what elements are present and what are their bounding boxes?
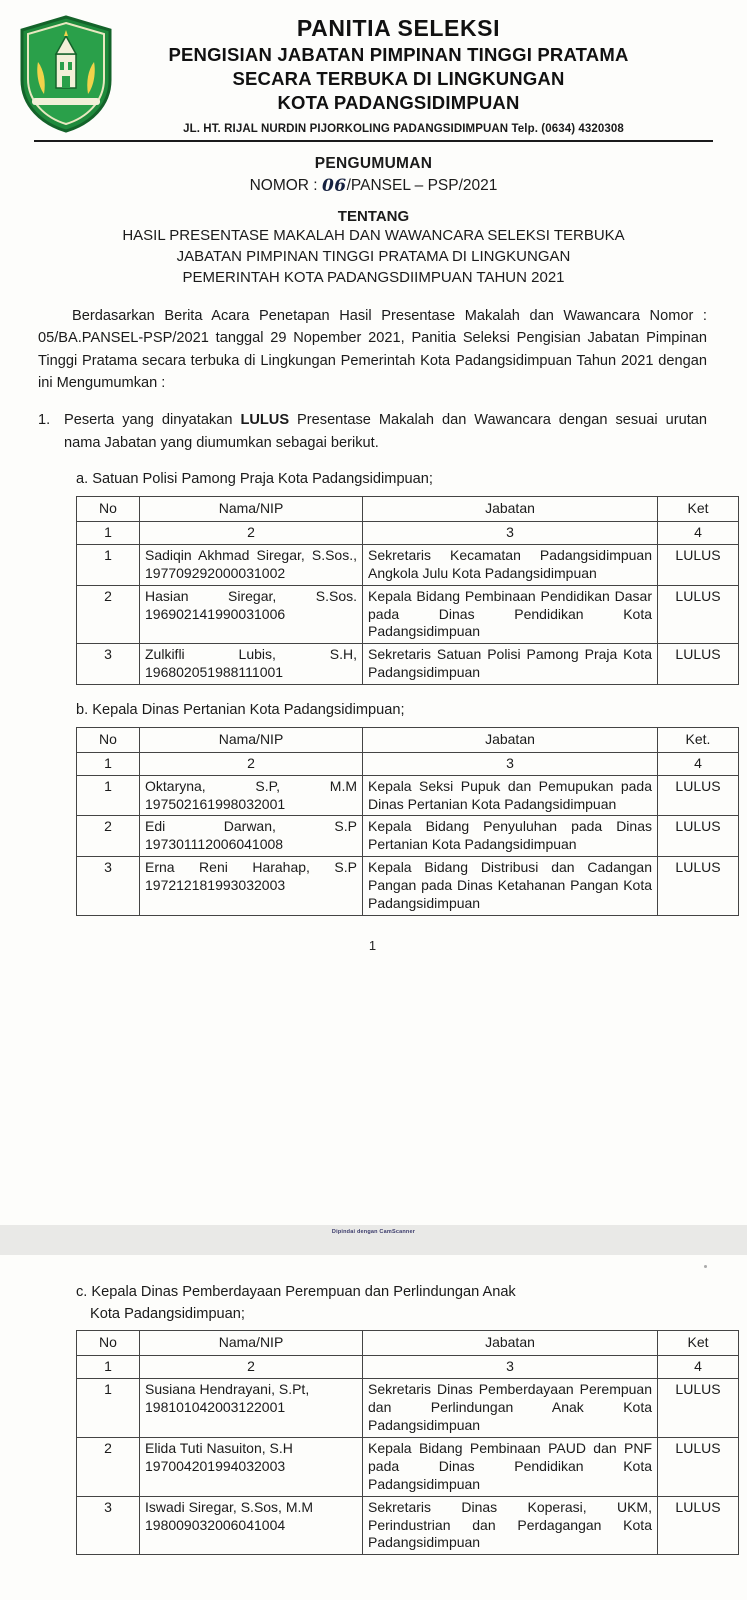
header-title-line4: KOTA PADANGSIDIMPUAN [277, 91, 520, 113]
cell-nama: Oktaryna, S.P, M.M [145, 777, 357, 794]
cell-no: 1 [77, 544, 140, 585]
cell-nama-nip [140, 544, 363, 585]
scan-artifact-dot-2 [704, 1265, 707, 1268]
pengumuman-label: PENGUMUMAN [314, 154, 433, 172]
subject-line-3: PEMERINTAH KOTA PADANGSDIIMPUAN TAHUN 2021 [182, 269, 565, 287]
col-nama: Nama/NIP [140, 1331, 363, 1356]
cell-ket: LULUS [658, 816, 739, 857]
list-item-1-part1: Peserta yang dinyatakan [64, 412, 241, 429]
table-header-row [77, 727, 739, 752]
cell-nama: Susiana Hendrayani, S.Pt, [145, 1381, 310, 1398]
scan-watermark: Dipindai dengan CamScanner [331, 1229, 416, 1235]
table-header-row [77, 1331, 739, 1356]
cell-no: 3 [77, 1496, 140, 1555]
cell-no: 3 [77, 857, 140, 916]
cell-nama-nip [140, 1379, 363, 1438]
header-address: JL. HT. RIJAL NURDIN PIJORKOLING PADANGSIDIMPUAN Telp. (0634) 4320308 [183, 122, 624, 135]
list-item-1-bold: LULUS [240, 412, 290, 429]
table-index-row [77, 521, 739, 544]
cell-nama-nip [140, 644, 363, 685]
list-item-1-part2: Presentase Makalah dan Wawancara dengan sesuai urutan nama Jabatan yang diumumkan sebagai berikut. [64, 412, 707, 451]
nomor-line [0, 175, 747, 195]
cell-nip: 197212181993032003 [145, 877, 286, 894]
cell-nama: Zulkifli Lubis, S.H, [145, 646, 357, 663]
table-index-row [77, 1356, 739, 1379]
idx-4: 4 [658, 752, 739, 775]
cell-no: 2 [77, 1437, 140, 1496]
table-row [77, 1496, 739, 1555]
table-row [77, 644, 739, 685]
cell-nip: 196802051988111001 [145, 664, 284, 681]
col-ket: Ket [658, 496, 739, 521]
nomor-prefix: NOMOR : [249, 176, 322, 194]
cell-ket: LULUS [658, 1496, 739, 1555]
cell-jabatan: Sekretaris Dinas Koperasi, UKM, Perindustrian dan Perdagangan Kota Padangsidimpuan [363, 1496, 658, 1555]
document-body [0, 305, 747, 953]
intro-paragraph: Berdasarkan Berita Acara Penetapan Hasil Presentase Makalah dan Wawancara Nomor : 05/BA.PANSEL-PSP/2021 tanggal 29 Nopember 2021, Panitia Seleksi Pengisian Jabatan Pimpinan Tinggi Pratama secara terbuka di Lingkungan Pemerintah Kota Padangsidimpuan Tahun 2021 dengan ini Mengumumkan : [38, 307, 707, 392]
tentang-label: TENTANG [337, 207, 410, 225]
col-no: No [77, 1331, 140, 1356]
col-jabatan: Jabatan [363, 1331, 658, 1356]
subject-line-2: JABATAN PIMPINAN TINGGI PRATAMA DI LINGKUNGAN [176, 248, 571, 266]
idx-2: 2 [140, 521, 363, 544]
cell-nama: Hasian Siregar, S.Sos. [145, 587, 357, 604]
table-header-row [77, 496, 739, 521]
table-row [77, 544, 739, 585]
document-page-2 [0, 1255, 747, 1600]
table-row [77, 585, 739, 644]
list-item-1 [38, 409, 707, 454]
list-item-1-number: 1. [38, 412, 51, 429]
col-ket: Ket [658, 1331, 739, 1356]
cell-no: 1 [77, 1379, 140, 1438]
table-index-row [77, 752, 739, 775]
cell-ket: LULUS [658, 644, 739, 685]
cell-jabatan: Kepala Seksi Pupuk dan Pemupukan pada Dinas Pertanian Kota Padangsidimpuan [363, 775, 658, 816]
page-number: 1 [368, 937, 377, 953]
idx-1: 1 [77, 1356, 140, 1379]
section-c-title-line1: c. Kepala Dinas Pemberdayaan Perempuan dan Perlindungan Anak [76, 1284, 516, 1300]
col-nama: Nama/NIP [140, 727, 363, 752]
cell-no: 1 [77, 775, 140, 816]
cell-ket: LULUS [658, 775, 739, 816]
cell-ket: LULUS [658, 1437, 739, 1496]
idx-3: 3 [363, 521, 658, 544]
section-b [38, 701, 721, 916]
cell-jabatan: Sekretaris Kecamatan Padangsidimpuan Angkola Julu Kota Padangsidimpuan [363, 544, 658, 585]
idx-4: 4 [658, 521, 739, 544]
cell-nama-nip [140, 816, 363, 857]
cell-nip: 198101042003122001 [145, 1399, 286, 1416]
cell-jabatan: Kepala Bidang Pembinaan Pendidikan Dasar pada Dinas Pendidikan Kota Padangsidimpuan [363, 585, 658, 644]
cell-nama: Edi Darwan, S.P [145, 818, 357, 835]
col-no: No [77, 496, 140, 521]
idx-3: 3 [363, 1356, 658, 1379]
document-header [0, 0, 747, 142]
col-nama: Nama/NIP [140, 496, 363, 521]
list-item-1-text [64, 409, 707, 454]
col-jabatan: Jabatan [363, 727, 658, 752]
cell-nama-nip [140, 585, 363, 644]
cell-no: 3 [77, 644, 140, 685]
cell-nip: 197709292000031002 [145, 564, 286, 581]
page-separator [0, 1225, 747, 1255]
cell-nama: Iswadi Siregar, S.Sos, M.M [145, 1498, 314, 1515]
cell-nip: 197502161998032001 [145, 795, 286, 812]
header-divider [34, 140, 713, 142]
cell-nama-nip [140, 857, 363, 916]
cell-ket: LULUS [658, 857, 739, 916]
idx-2: 2 [140, 752, 363, 775]
cell-nama-nip [140, 1496, 363, 1555]
cell-jabatan: Sekretaris Dinas Pemberdayaan Perempuan dan Perlindungan Anak Kota Padangsidimpuan [363, 1379, 658, 1438]
table-row [77, 1379, 739, 1438]
table-row [77, 816, 739, 857]
cell-ket: LULUS [658, 1379, 739, 1438]
section-a-table [76, 496, 739, 685]
header-title-line3: SECARA TERBUKA DI LINGKUNGAN [232, 67, 565, 89]
cell-ket: LULUS [658, 544, 739, 585]
cell-ket: LULUS [658, 585, 739, 644]
cell-nip: 197004201994032003 [145, 1457, 286, 1474]
cell-nip: 196902141990031006 [145, 605, 286, 622]
cell-nama: Erna Reni Harahap, S.P [145, 859, 357, 876]
idx-3: 3 [363, 752, 658, 775]
nomor-handwritten-value: 06 [321, 175, 347, 196]
header-title-line1: PANITIA SELEKSI [296, 15, 501, 41]
idx-1: 1 [77, 521, 140, 544]
table-row [77, 775, 739, 816]
announcement-title-block [0, 155, 747, 289]
table-row [77, 1437, 739, 1496]
cell-nama: Elida Tuti Nasuiton, S.H [145, 1439, 293, 1456]
cell-nama-nip [140, 1437, 363, 1496]
cell-no: 2 [77, 816, 140, 857]
section-a [38, 470, 721, 685]
cell-nama: Sadiqin Akhmad Siregar, S.Sos., [145, 546, 357, 563]
col-no: No [77, 727, 140, 752]
section-c-table [76, 1330, 739, 1555]
idx-4: 4 [658, 1356, 739, 1379]
section-b-table [76, 727, 739, 916]
cell-nip: 197301112006041008 [145, 836, 284, 853]
cell-jabatan: Kepala Bidang Distribusi dan Cadangan Pangan pada Dinas Ketahanan Pangan Kota Padangsidimpuan [363, 857, 658, 916]
section-c-title-line2: Kota Padangsidimpuan; [90, 1305, 245, 1322]
cell-nip: 198009032006041004 [145, 1516, 286, 1533]
nomor-suffix: /PANSEL – PSP/2021 [346, 176, 498, 194]
subject-line-1: HASIL PRESENTASE MAKALAH DAN WAWANCARA SELEKSI TERBUKA [122, 226, 625, 244]
cell-nama-nip [140, 775, 363, 816]
cell-jabatan: Sekretaris Satuan Polisi Pamong Praja Kota Padangsidimpuan [363, 644, 658, 685]
city-emblem-logo [18, 14, 114, 134]
cell-jabatan: Kepala Bidang Pembinaan PAUD dan PNF pada Dinas Pendidikan Kota Padangsidimpuan [363, 1437, 658, 1496]
cell-no: 2 [77, 585, 140, 644]
col-ket: Ket. [658, 727, 739, 752]
header-title-line2: PENGISIAN JABATAN PIMPINAN TINGGI PRATAMA [168, 43, 629, 65]
idx-2: 2 [140, 1356, 363, 1379]
table-row [77, 857, 739, 916]
idx-1: 1 [77, 752, 140, 775]
cell-jabatan: Kepala Bidang Penyuluhan pada Dinas Pertanian Kota Padangsidimpuan [363, 816, 658, 857]
col-jabatan: Jabatan [363, 496, 658, 521]
section-b-title: b. Kepala Dinas Pertanian Kota Padangsidimpuan; [76, 702, 405, 719]
section-c [38, 1283, 721, 1555]
section-a-title: a. Satuan Polisi Pamong Praja Kota Padangsidimpuan; [76, 471, 433, 488]
